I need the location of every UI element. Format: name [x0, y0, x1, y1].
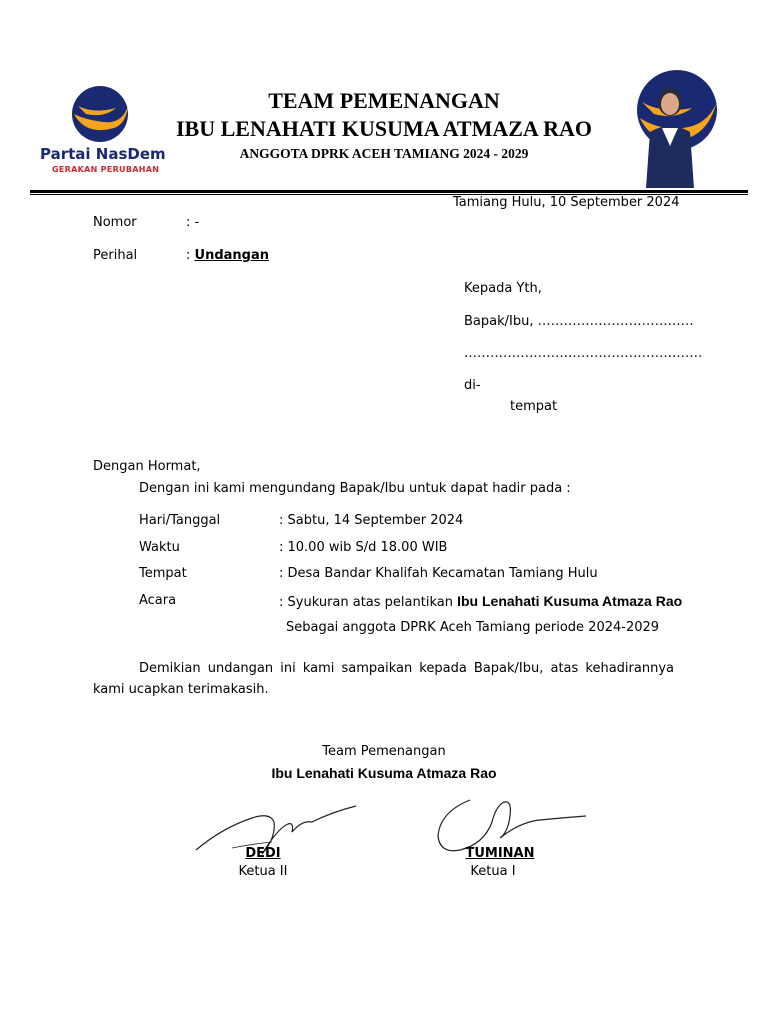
header-line-3: ANGGOTA DPRK ACEH TAMIANG 2024 - 2029 [239, 146, 529, 161]
recipient-line-1: Kepada Yth, [464, 281, 542, 296]
detail-label-tempat: Tempat [139, 566, 187, 581]
detail-value-tempat: : Desa Bandar Khalifah Kecamatan Tamiang Hulu [279, 566, 598, 581]
logo-brand: Partai NasDem [40, 145, 166, 163]
perihal-value: Undangan [194, 248, 269, 263]
recipient-line-4: di- [464, 378, 481, 393]
signer-2-name: TUMINAN [465, 846, 535, 861]
sign-team: Team Pemenangan [322, 744, 446, 759]
closing-text: Demikian undangan ini kami sampaikan kepada Bapak/Ibu, atas kehadirannya kami ucapkan terimakasih. [93, 661, 674, 697]
signer-1-title: Ketua II [238, 864, 288, 879]
perihal-label: Perihal [93, 248, 138, 263]
detail-value-hari: : Sabtu, 14 September 2024 [279, 513, 464, 528]
place-date: Tamiang Hulu, 10 September 2024 [453, 195, 680, 210]
detail-label-waktu: Waktu [139, 540, 180, 555]
header-line-2: IBU LENAHATI KUSUMA ATMAZA RAO [175, 116, 592, 141]
perihal-row [186, 248, 269, 263]
detail-label-hari: Hari/Tanggal [139, 513, 221, 528]
recipient-line-5: tempat [510, 399, 558, 414]
greeting: Dengan Hormat, [93, 459, 201, 474]
header-line-1: TEAM PEMENANGAN [268, 88, 500, 113]
perihal-colon: : [186, 248, 195, 263]
detail-value-waktu: : 10.00 wib S/d 18.00 WIB [279, 540, 448, 555]
sign-candidate: Ibu Lenahati Kusuma Atmaza Rao [271, 765, 497, 781]
signer-2-title: Ketua I [470, 864, 516, 879]
logo-tagline: GERAKAN PERUBAHAN [52, 165, 160, 174]
candidate-photo-icon [632, 68, 718, 188]
nomor-value: : - [186, 215, 200, 230]
acara-continuation: Sebagai anggota DPRK Aceh Tamiang periode 2024-2029 [286, 620, 660, 635]
nomor-label: Nomor [93, 215, 137, 230]
closing-paragraph [93, 658, 674, 700]
acara-candidate: Ibu Lenahati Kusuma Atmaza Rao [457, 593, 683, 609]
intro-text: Dengan ini kami mengundang Bapak/Ibu untuk dapat hadir pada : [139, 481, 571, 496]
recipient-line-2: Bapak/Ibu, ……………………………… [464, 314, 694, 329]
detail-label-acara: Acara [139, 593, 177, 608]
recipient-line-3: ………………………………………………. [464, 346, 703, 361]
header-rule-thick [30, 190, 748, 193]
detail-value-acara [279, 593, 682, 610]
signer-1-name: DEDI [245, 846, 281, 861]
acara-text: : Syukuran atas pelantikan [279, 595, 458, 610]
